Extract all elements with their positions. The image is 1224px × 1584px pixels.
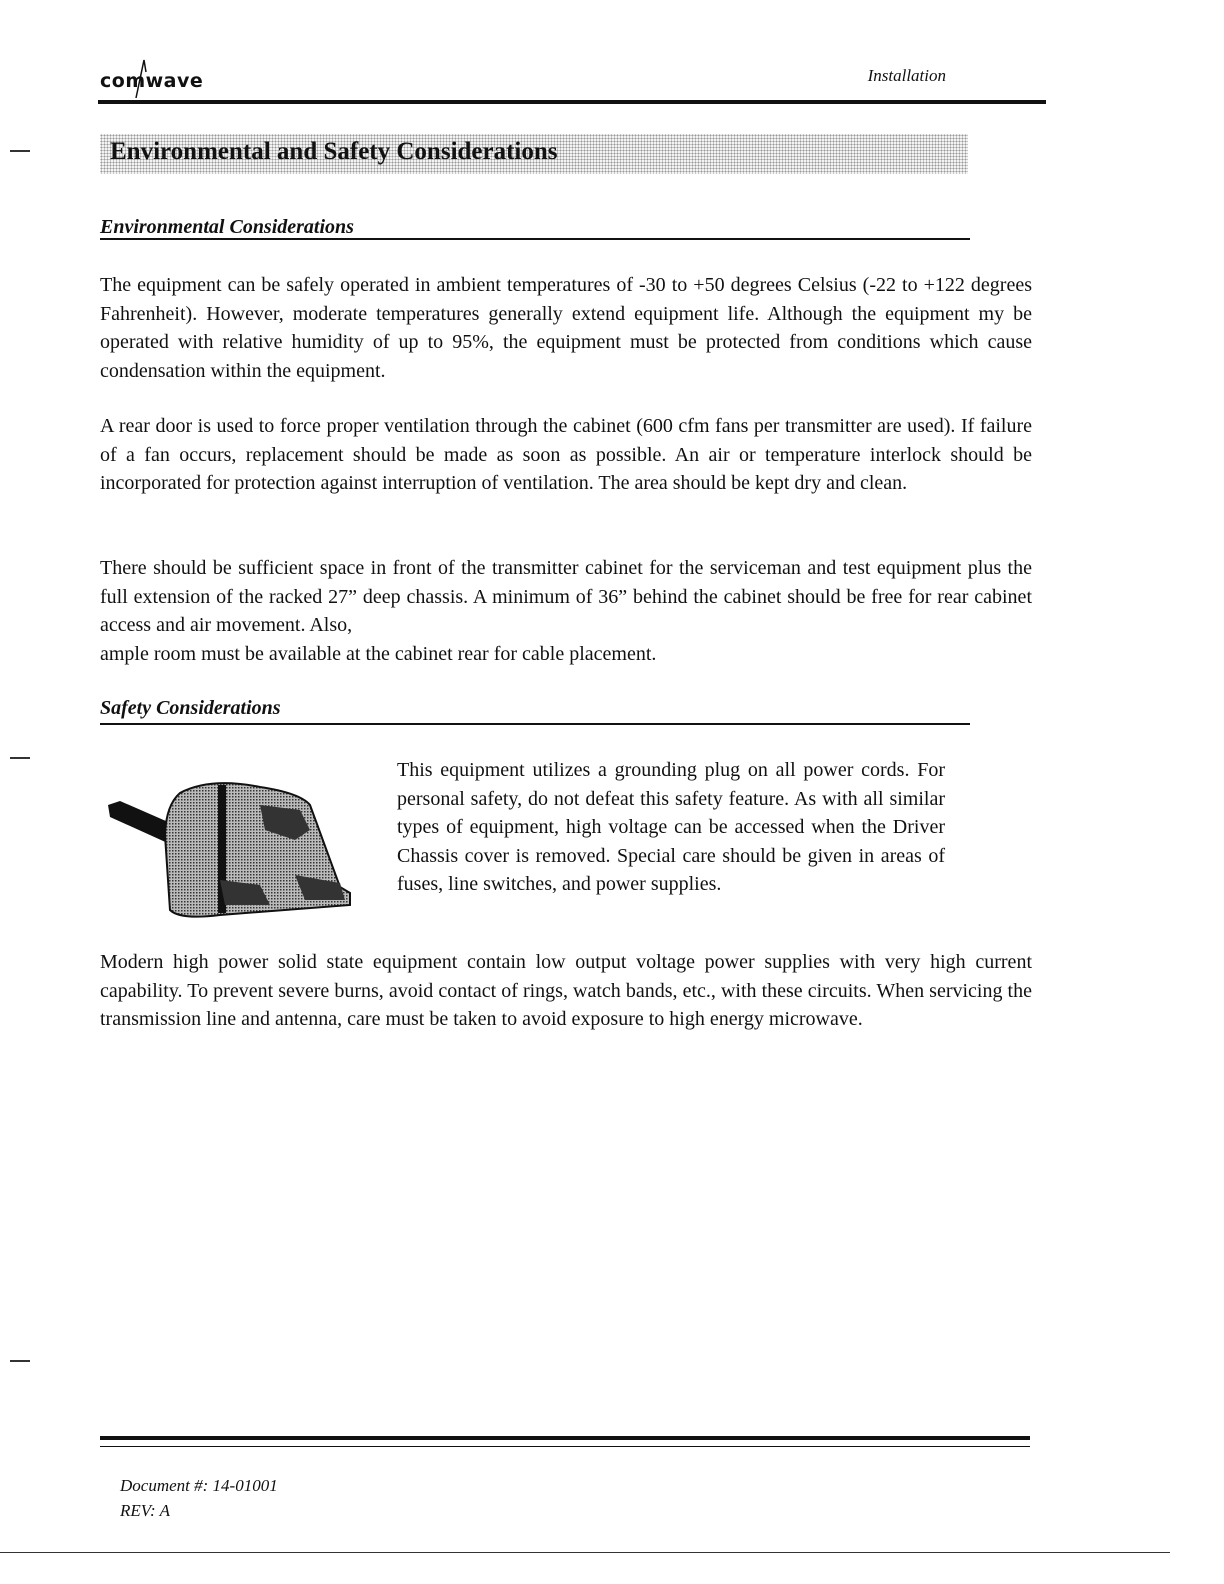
grounding-plug-image — [100, 775, 355, 925]
page-title: Environmental and Safety Considerations — [110, 138, 558, 165]
logo-text: comwave — [100, 70, 204, 92]
environmental-paragraph-3 — [100, 554, 1032, 668]
margin-mark — [10, 150, 30, 152]
margin-mark — [10, 757, 30, 759]
header-rule — [98, 100, 1046, 104]
header-section-label: Installation — [867, 66, 946, 85]
page-edge-line — [0, 1552, 1170, 1553]
footer-rule-thin — [100, 1446, 1030, 1447]
heading-underline — [100, 723, 970, 725]
document-number: Document #: 14-01001 — [120, 1476, 278, 1495]
safety-paragraph: Modern high power solid state equipment contain low output voltage power supplies with very high current capability. To prevent severe burns, avoid contact of rings, watch bands, etc., with these circuits. When servicing the transmission line and antenna, care must be taken to avoid exposure to high energy microwave. — [100, 951, 1032, 1030]
revision: REV: A — [120, 1501, 171, 1520]
safety-side-text: This equipment utilizes a grounding plug on all power cords. For personal safety, do not defeat this safety feature. As with all similar types of equipment, high voltage can be accessed when the Driver Chassis cover is removed. Special care should be given in areas of fuses, line switches, and power supplies. — [397, 759, 945, 895]
company-logo — [100, 70, 203, 92]
environmental-heading: Environmental Considerations — [100, 216, 354, 238]
margin-mark — [10, 1360, 30, 1362]
logo-wave-icon — [134, 58, 154, 102]
environmental-paragraph-1: The equipment can be safely operated in ambient temperatures of -30 to +50 degrees Celsius (-22 to +122 degrees Fahrenheit). However, moderate temperatures generally extend equipment life. Although the equipment my be operated with relative humidity of up to 95%, the equipment must be protected from conditions which cause condensation within the equipment. — [100, 274, 1032, 382]
environmental-paragraph-2: A rear door is used to force proper ventilation through the cabinet (600 cfm fans per transmitter are used). If failure of a fan occurs, replacement should be made as soon as possible. An air or temperature interlock should be incorporated for protection against interruption of ventilation. The area should be kept dry and clean. — [100, 415, 1032, 494]
paragraph-line: There should be sufficient space in front of the transmitter cabinet for the serviceman and test equipment plus the full extension of the racked 27” deep chassis. A minimum of 36” behind the cabinet should be free for rear cabinet access and air movement. Also, — [100, 557, 1032, 636]
footer-rule-thick — [100, 1436, 1030, 1440]
heading-underline — [100, 238, 970, 240]
paragraph-line: ample room must be available at the cabinet rear for cable placement. — [100, 642, 657, 665]
safety-heading: Safety Considerations — [100, 697, 281, 719]
